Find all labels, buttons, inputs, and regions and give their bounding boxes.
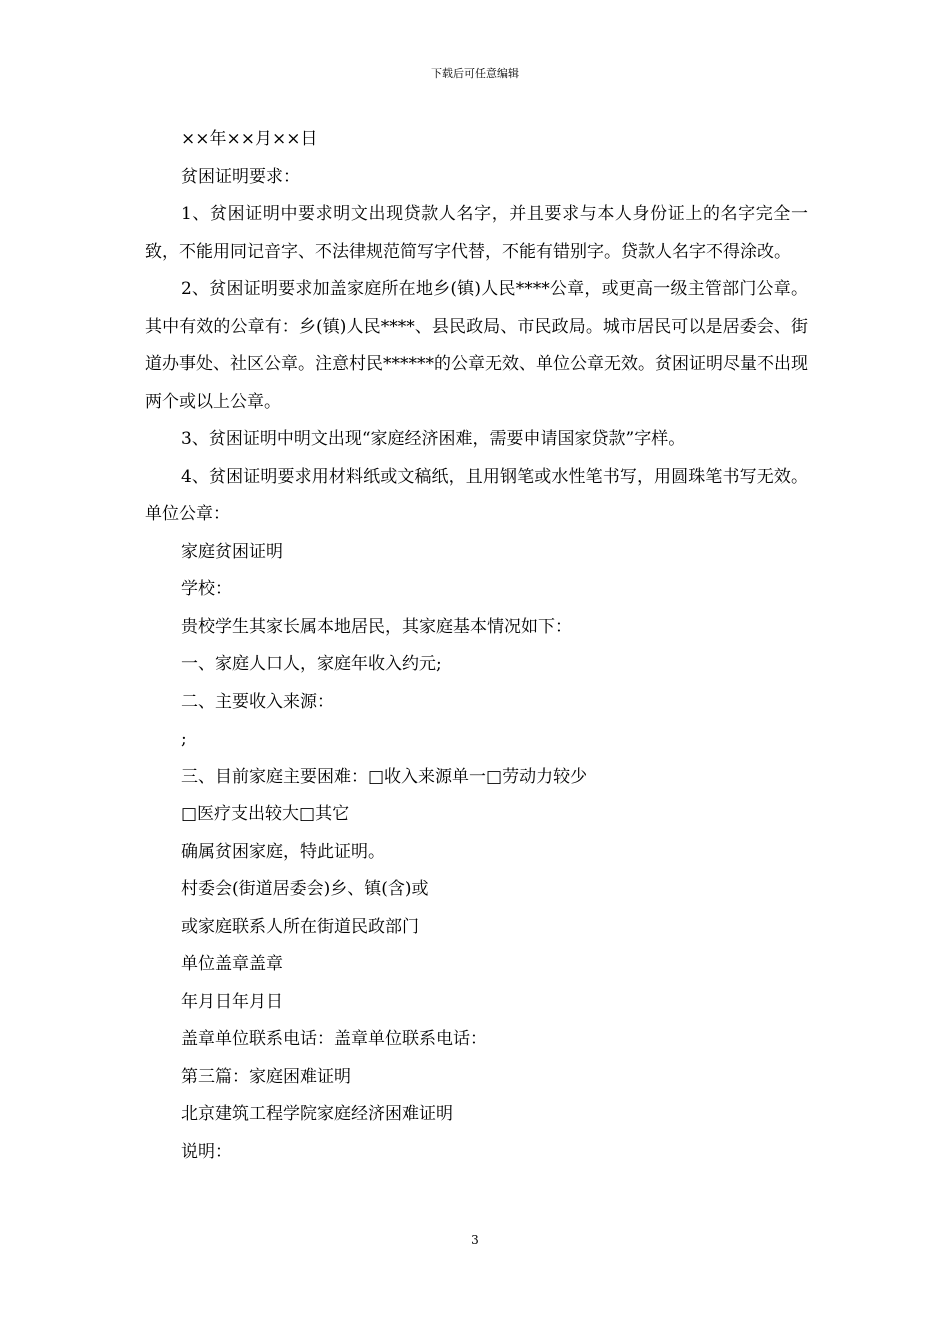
- requirement-item-3: 3、贫困证明中明文出现“家庭经济困难，需要申请国家贷款”字样。: [181, 429, 686, 449]
- certificate-title: 家庭贫困证明: [181, 541, 283, 562]
- signature-date-line: 年月日年月日: [181, 991, 283, 1012]
- section-heading: 第三篇：家庭困难证明: [181, 1066, 351, 1087]
- difficulties-options-line: □医疗支出较大□其它: [181, 804, 350, 824]
- income-source-line: 二、主要收入来源：: [181, 691, 334, 712]
- requirement-item-2: 2、贫困证明要求加盖家庭所在地乡(镇)人民****公章，或更高一级主管部门公章。其中有效的公章有：乡(镇)人民****、县民政局、市民政局。城市居民可以是居委会、街道办事处、社区公章。注意村民******的公章无效、单位公章无效。贫困证明尽量不出现两个或以上公章。: [145, 279, 808, 412]
- requirements-heading: 贫困证明要求：: [181, 166, 300, 187]
- date-line: ××年××月××日: [181, 129, 318, 149]
- intro-line: 贵校学生其家长属本地居民，其家庭基本情况如下：: [181, 616, 572, 637]
- page-number: 3: [471, 1233, 479, 1247]
- addressee-line: 学校：: [181, 579, 232, 599]
- income-source-blank: ;: [181, 729, 187, 749]
- requirement-item-4: 4、贫困证明要求用材料纸或文稿纸，且用钢笔或水性笔书写，用圆珠笔书写无效。单位公章：: [145, 466, 808, 524]
- difficulties-line: 三、目前家庭主要困难：□收入来源单一□劳动力较少: [181, 766, 588, 787]
- confirmation-line: 确属贫困家庭，特此证明。: [181, 841, 385, 862]
- issuer-line-1: 村委会(街道居委会)乡、镇(含)或: [181, 879, 429, 899]
- page-header: 下载后可任意编辑: [431, 67, 519, 80]
- document-body: [145, 121, 808, 1171]
- family-size-line: 一、家庭人口人，家庭年收入约元;: [181, 654, 442, 674]
- requirement-item-1: 1、贫困证明中要求明文出现贷款人名字，并且要求与本人身份证上的名字完全一致，不能用同记音字、不法律规范简写字代替，不能有错别字。贷款人名字不得涂改。: [145, 204, 808, 262]
- contact-phone-line: 盖章单位联系电话：盖章单位联系电话：: [181, 1029, 487, 1049]
- notes-heading: 说明：: [181, 1141, 232, 1162]
- issuer-line-2: 或家庭联系人所在街道民政部门: [181, 916, 419, 937]
- seal-line: 单位盖章盖章: [181, 954, 283, 974]
- school-certificate-title: 北京建筑工程学院家庭经济困难证明: [181, 1104, 453, 1124]
